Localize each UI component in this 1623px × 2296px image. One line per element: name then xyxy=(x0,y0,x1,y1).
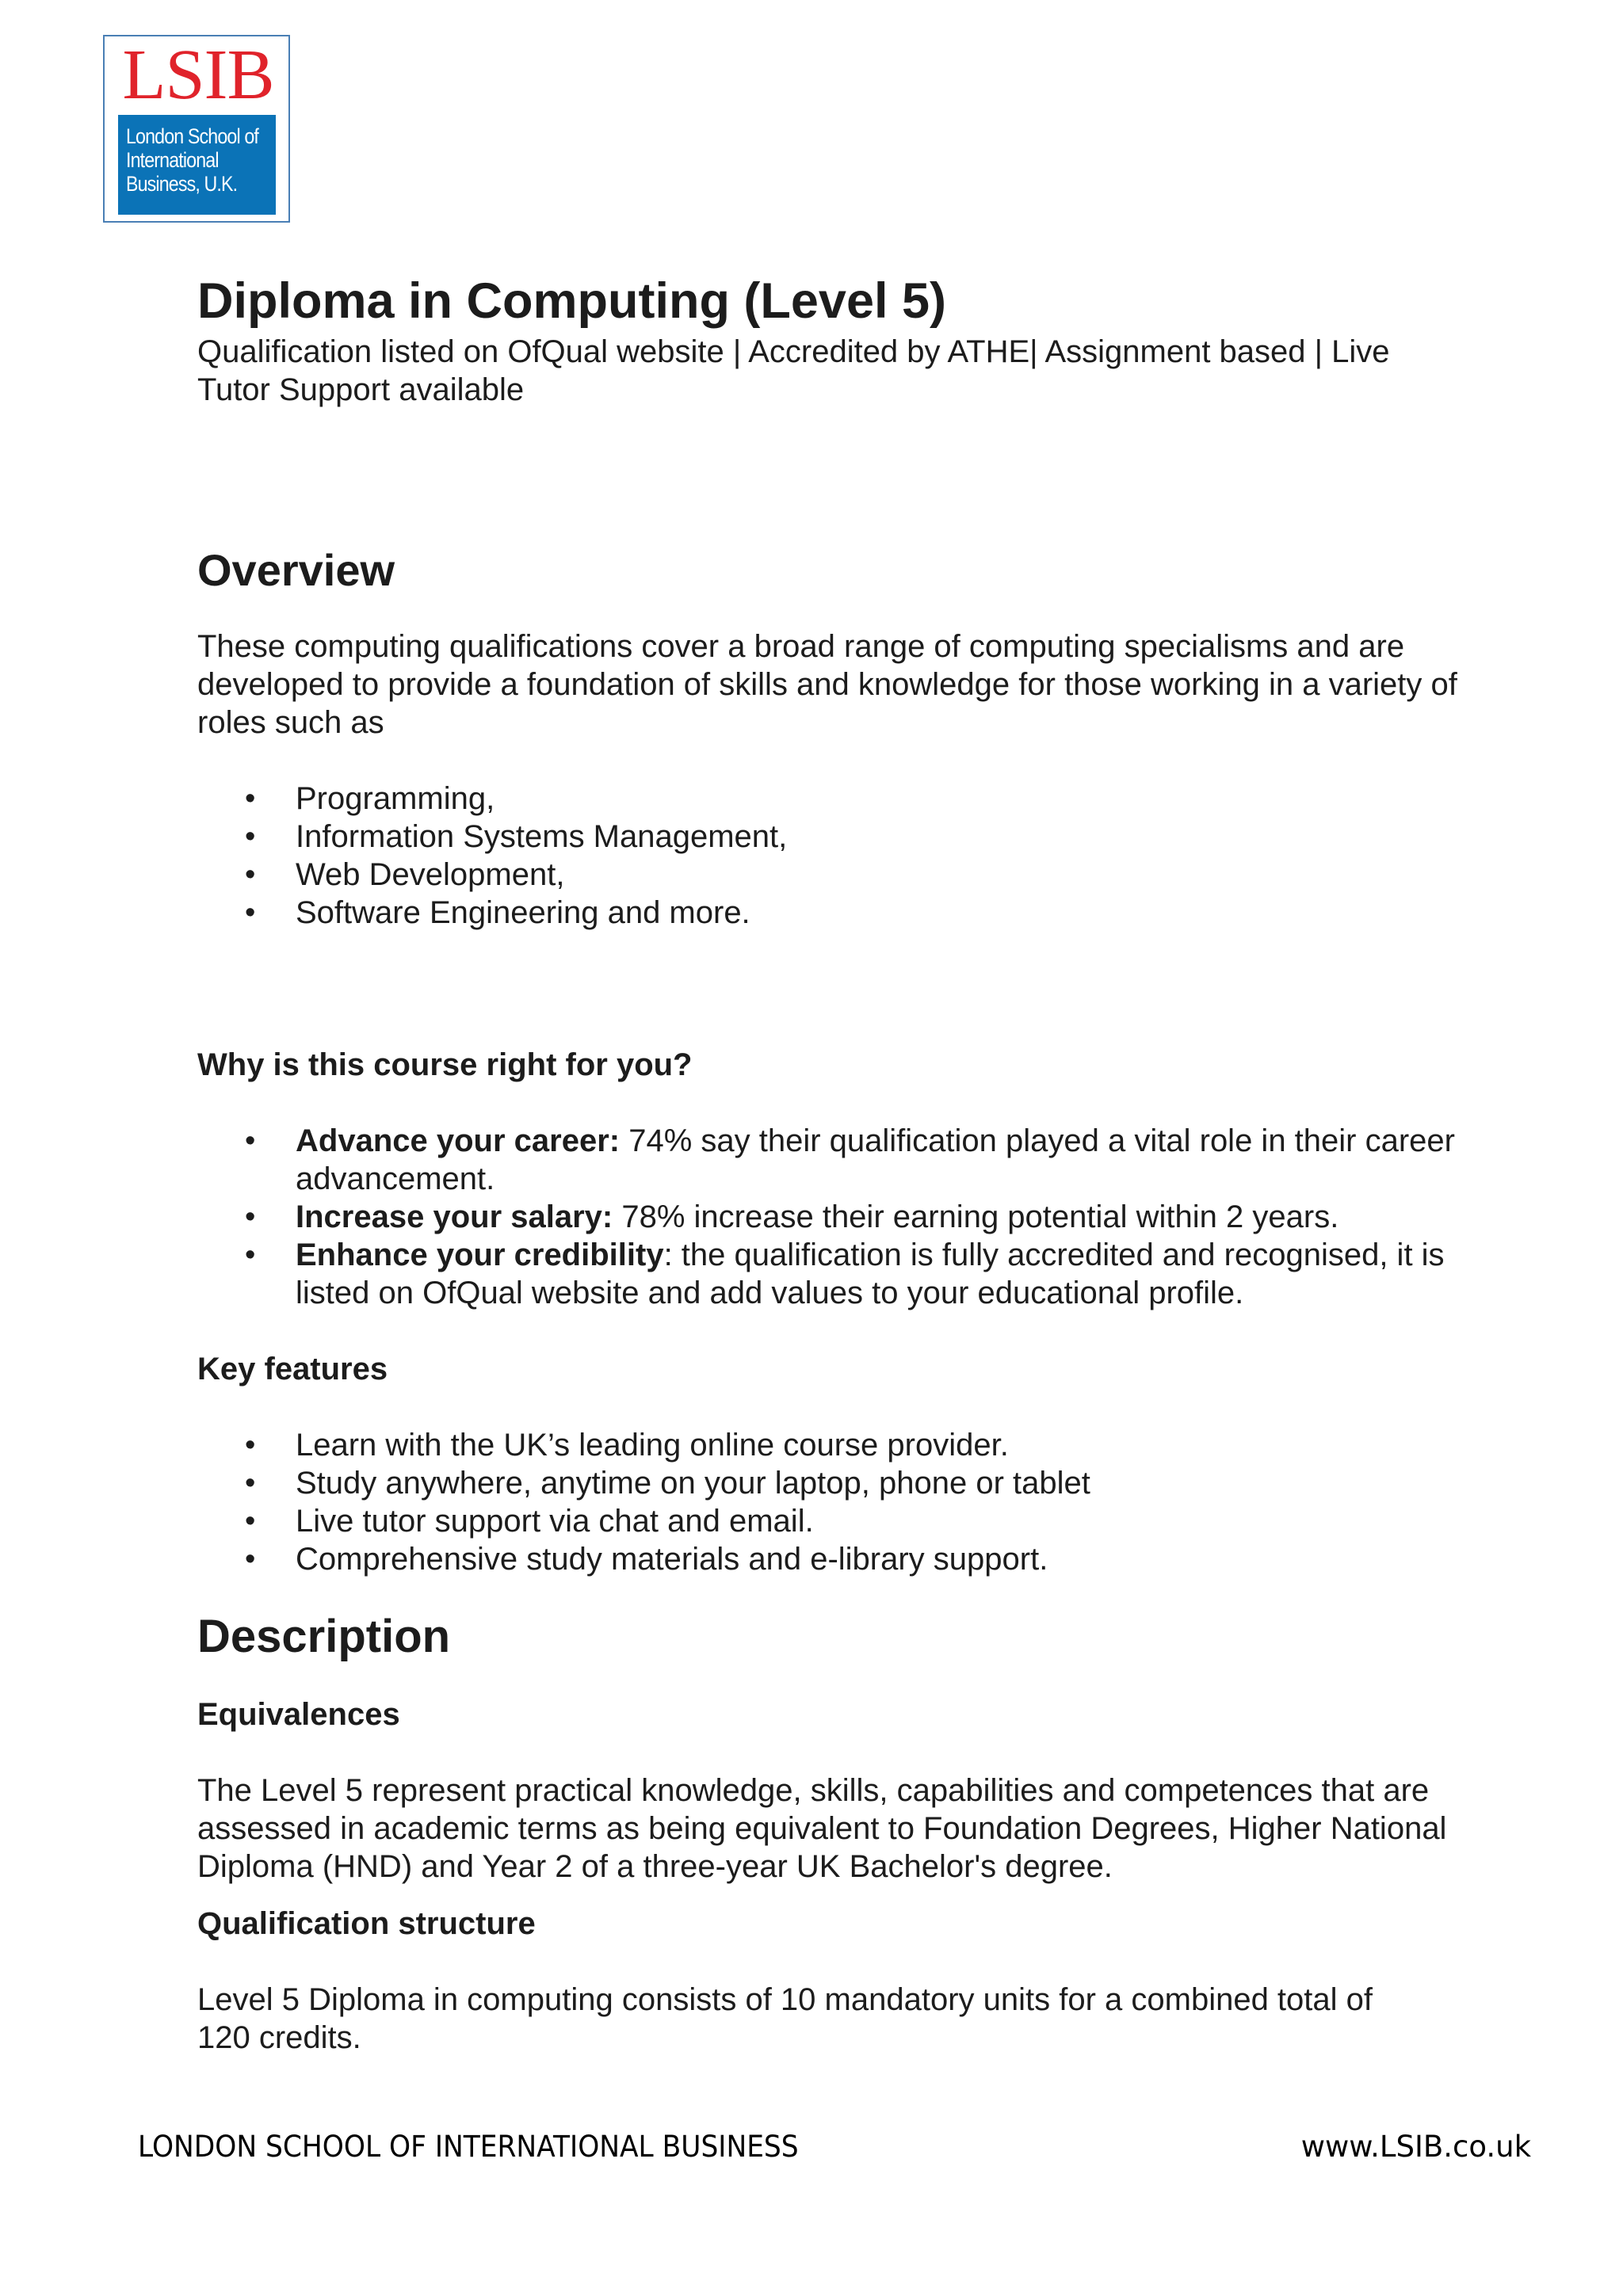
list-item: • Software Engineering and more. xyxy=(197,894,1465,932)
list-item: • Learn with the UK’s leading online course provider. xyxy=(197,1426,1465,1464)
list-item xyxy=(197,1198,1465,1236)
structure-paragraph: Level 5 Diploma in computing consists of 10 mandatory units for a combined total of 120 credits. xyxy=(197,1982,1373,2055)
benefit-text: 78% increase their earning potential within 2 years. xyxy=(613,1199,1339,1234)
roles-list xyxy=(197,780,1465,932)
equivalences-paragraph: The Level 5 represent practical knowledge, skills, capabilities and competences that are assessed in academic terms as being equivalent to Foundation Degrees, Higher National Diploma (HND) and Year 2 of a three-year UK Bachelor's degree. xyxy=(197,1773,1447,1884)
document-body xyxy=(197,269,1465,2057)
list-item: • Information Systems Management, xyxy=(197,818,1465,856)
page-subtitle: Qualification listed on OfQual website | Accredited by ATHE| Assignment based | Live Tutor Support available xyxy=(197,334,1390,407)
logo-blue-panel xyxy=(118,115,276,215)
list-item xyxy=(197,1236,1465,1312)
footer-website: www.LSIB.co.uk xyxy=(1300,2130,1531,2164)
benefit-label: Advance your career: xyxy=(296,1123,621,1158)
overview-paragraph: These computing qualifications cover a broad range of computing specialisms and are developed to provide a foundation of skills and knowledge for those working in a variety of roles such as xyxy=(197,629,1457,740)
benefit-text: : the qualification is fully accredited and recognised, it is listed on OfQual website and add values to your educational profile. xyxy=(296,1238,1445,1310)
description-heading: Description xyxy=(197,1611,451,1662)
lsib-logo xyxy=(103,35,290,223)
benefits-list xyxy=(197,1122,1465,1312)
overview-heading: Overview xyxy=(197,545,395,595)
key-features-heading: Key features xyxy=(197,1352,388,1386)
list-item: • Study anywhere, anytime on your laptop, phone or tablet xyxy=(197,1464,1465,1502)
list-item: • Live tutor support via chat and email. xyxy=(197,1502,1465,1540)
list-item xyxy=(197,1122,1465,1198)
logo-wordmark: LSIB xyxy=(122,36,274,114)
why-heading: Why is this course right for you? xyxy=(197,1047,693,1082)
benefit-label: Increase your salary: xyxy=(296,1199,613,1234)
list-item: • Programming, xyxy=(197,780,1465,818)
logo-line: Business, U.K. xyxy=(126,172,238,196)
list-item: • Web Development, xyxy=(197,856,1465,894)
page-title: Diploma in Computing (Level 5) xyxy=(197,273,947,329)
list-item: • Comprehensive study materials and e-library support. xyxy=(197,1540,1465,1578)
benefit-label: Enhance your credibility xyxy=(296,1238,664,1272)
structure-heading: Qualification structure xyxy=(197,1906,536,1941)
features-list xyxy=(197,1426,1465,1578)
equivalences-heading: Equivalences xyxy=(197,1697,400,1732)
footer-school-name: LONDON SCHOOL OF INTERNATIONAL BUSINESS xyxy=(138,2130,799,2164)
benefit-text: 74% say their qualification played a vital role in their career advancement. xyxy=(296,1123,1455,1196)
logo-line: London School of xyxy=(126,124,259,148)
logo-line: International xyxy=(126,148,219,172)
